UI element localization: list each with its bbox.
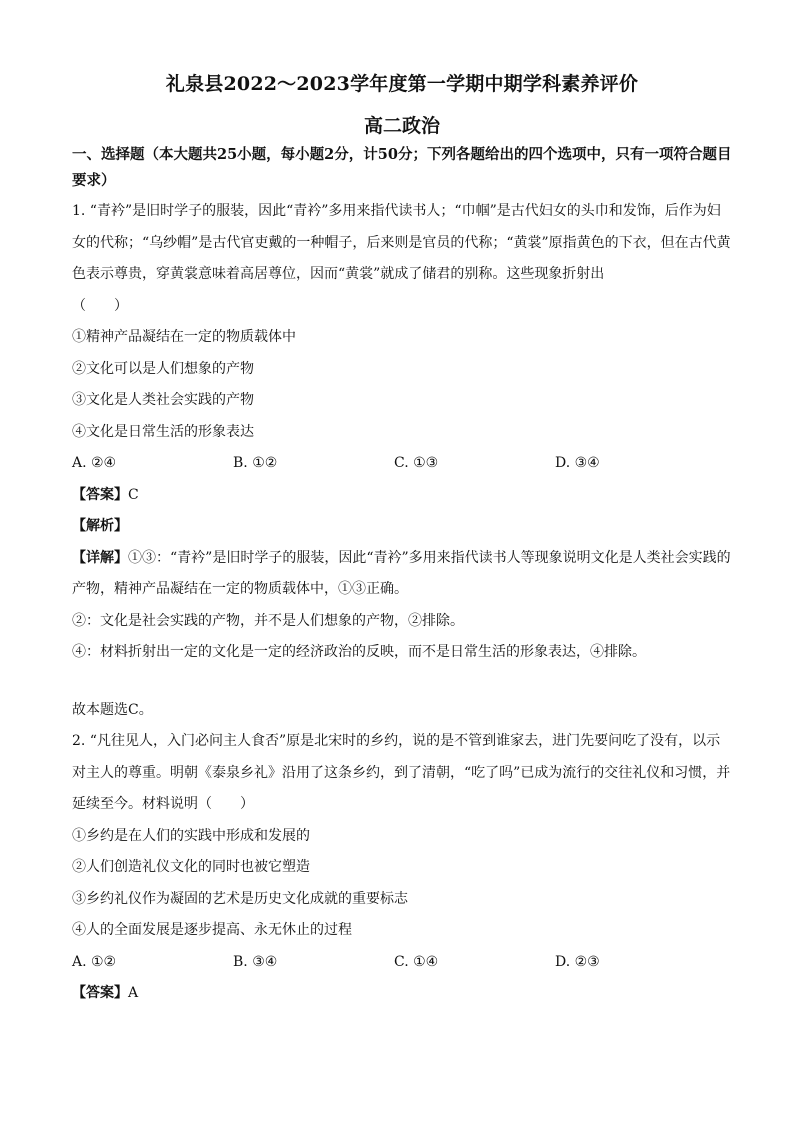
answer-value: A <box>128 985 139 1001</box>
question-2-option-a: A. ①② <box>72 953 117 970</box>
question-1-item-1: ①精神产品凝结在一定的物质载体中 <box>72 329 296 345</box>
question-2-stem: 2. “凡往见人，入门必问主人食否”原是北宋时的乡约，说的是不管到谁家去，进门先要问吃了没有，以示对主人的尊重。明朝《泰泉乡礼》沿用了这条乡约，到了清朝，“吃了吗”已成为流行的交往礼仪和习惯，并延续至今。材料说明（ ） <box>72 733 731 812</box>
question-1-item-2: ②文化可以是人们想象的产物 <box>72 360 254 377</box>
question-1-detail-2: ②：文化是社会实践的产物，并不是人们想象的产物，②排除。 <box>72 612 464 629</box>
question-1-option-b: B. ①② <box>233 455 278 471</box>
question-1-option-d: D. ③④ <box>555 455 600 471</box>
question-2-option-c: C. ①④ <box>394 953 439 970</box>
spacer <box>72 669 732 695</box>
question-1-conclusion: 故本题选C。 <box>72 701 153 718</box>
question-1-item-4: ④文化是日常生活的形象表达 <box>72 423 254 440</box>
question-2-options <box>72 947 732 979</box>
question-2-item-4: ④人的全面发展是逐步提高、永无休止的过程 <box>72 922 352 938</box>
answer-label: 【答案】 <box>72 486 128 503</box>
answer-label: 【答案】 <box>72 985 128 1001</box>
question-1-answer <box>72 480 732 512</box>
page-subtitle: 高二政治 <box>363 115 440 137</box>
question-1-detail-1 <box>72 543 732 606</box>
exam-page <box>72 70 732 1010</box>
question-1-item-3: ③文化是人类社会实践的产物 <box>72 392 254 408</box>
detail-text: ①③：“青衿”是旧时学子的服装，因此“青衿”多用来指代读书人等现象说明文化是人类社会实践的产物，精神产品凝结在一定的物质载体中，①③正确。 <box>72 549 731 597</box>
detail-label: 【详解】 <box>72 549 128 566</box>
question-1-stem: 1. “青衿”是旧时学子的服装，因此“青衿”多用来指代读书人；“巾帼”是古代妇女的头巾和发饰，后作为妇女的代称；“乌纱帽”是古代官吏戴的一种帽子，后来则是官员的代称；“黄裳”原指黄色的下衣，但在古代黄色表示尊贵，穿黄裳意味着高居尊位，因而“黄裳”就成了储君的别称。这些现象折射出 <box>72 203 731 282</box>
question-2-option-d: D. ②③ <box>555 953 600 970</box>
question-2-item-3: ③乡约礼仪作为凝固的艺术是历史文化成就的重要标志 <box>72 890 408 907</box>
question-1-detail-3: ④：材料折射出一定的文化是一定的经济政治的反映，而不是日常生活的形象表达，④排除。 <box>72 644 646 660</box>
question-2 <box>72 726 732 1010</box>
question-2-option-b: B. ③④ <box>233 953 278 970</box>
section-heading: 一、选择题（本大题共25小题，每小题2分，计50分；下列各题给出的四个选项中，只有一项符合题目要求） <box>72 146 732 189</box>
question-1 <box>72 196 732 726</box>
question-1-options <box>72 448 732 480</box>
question-1-bracket: （ ） <box>72 297 128 314</box>
question-1-analysis-label: 【解析】 <box>72 518 128 534</box>
question-2-answer <box>72 978 732 1010</box>
question-2-item-2: ②人们创造礼仪文化的同时也被它塑造 <box>72 859 310 875</box>
question-2-item-1: ①乡约是在人们的实践中形成和发展的 <box>72 827 310 844</box>
question-1-option-a: A. ②④ <box>72 455 117 471</box>
page-title: 礼泉县2022～2023学年度第一学期中期学科素养评价 <box>165 73 639 95</box>
answer-value: C <box>128 486 139 503</box>
question-1-option-c: C. ①③ <box>394 455 439 471</box>
